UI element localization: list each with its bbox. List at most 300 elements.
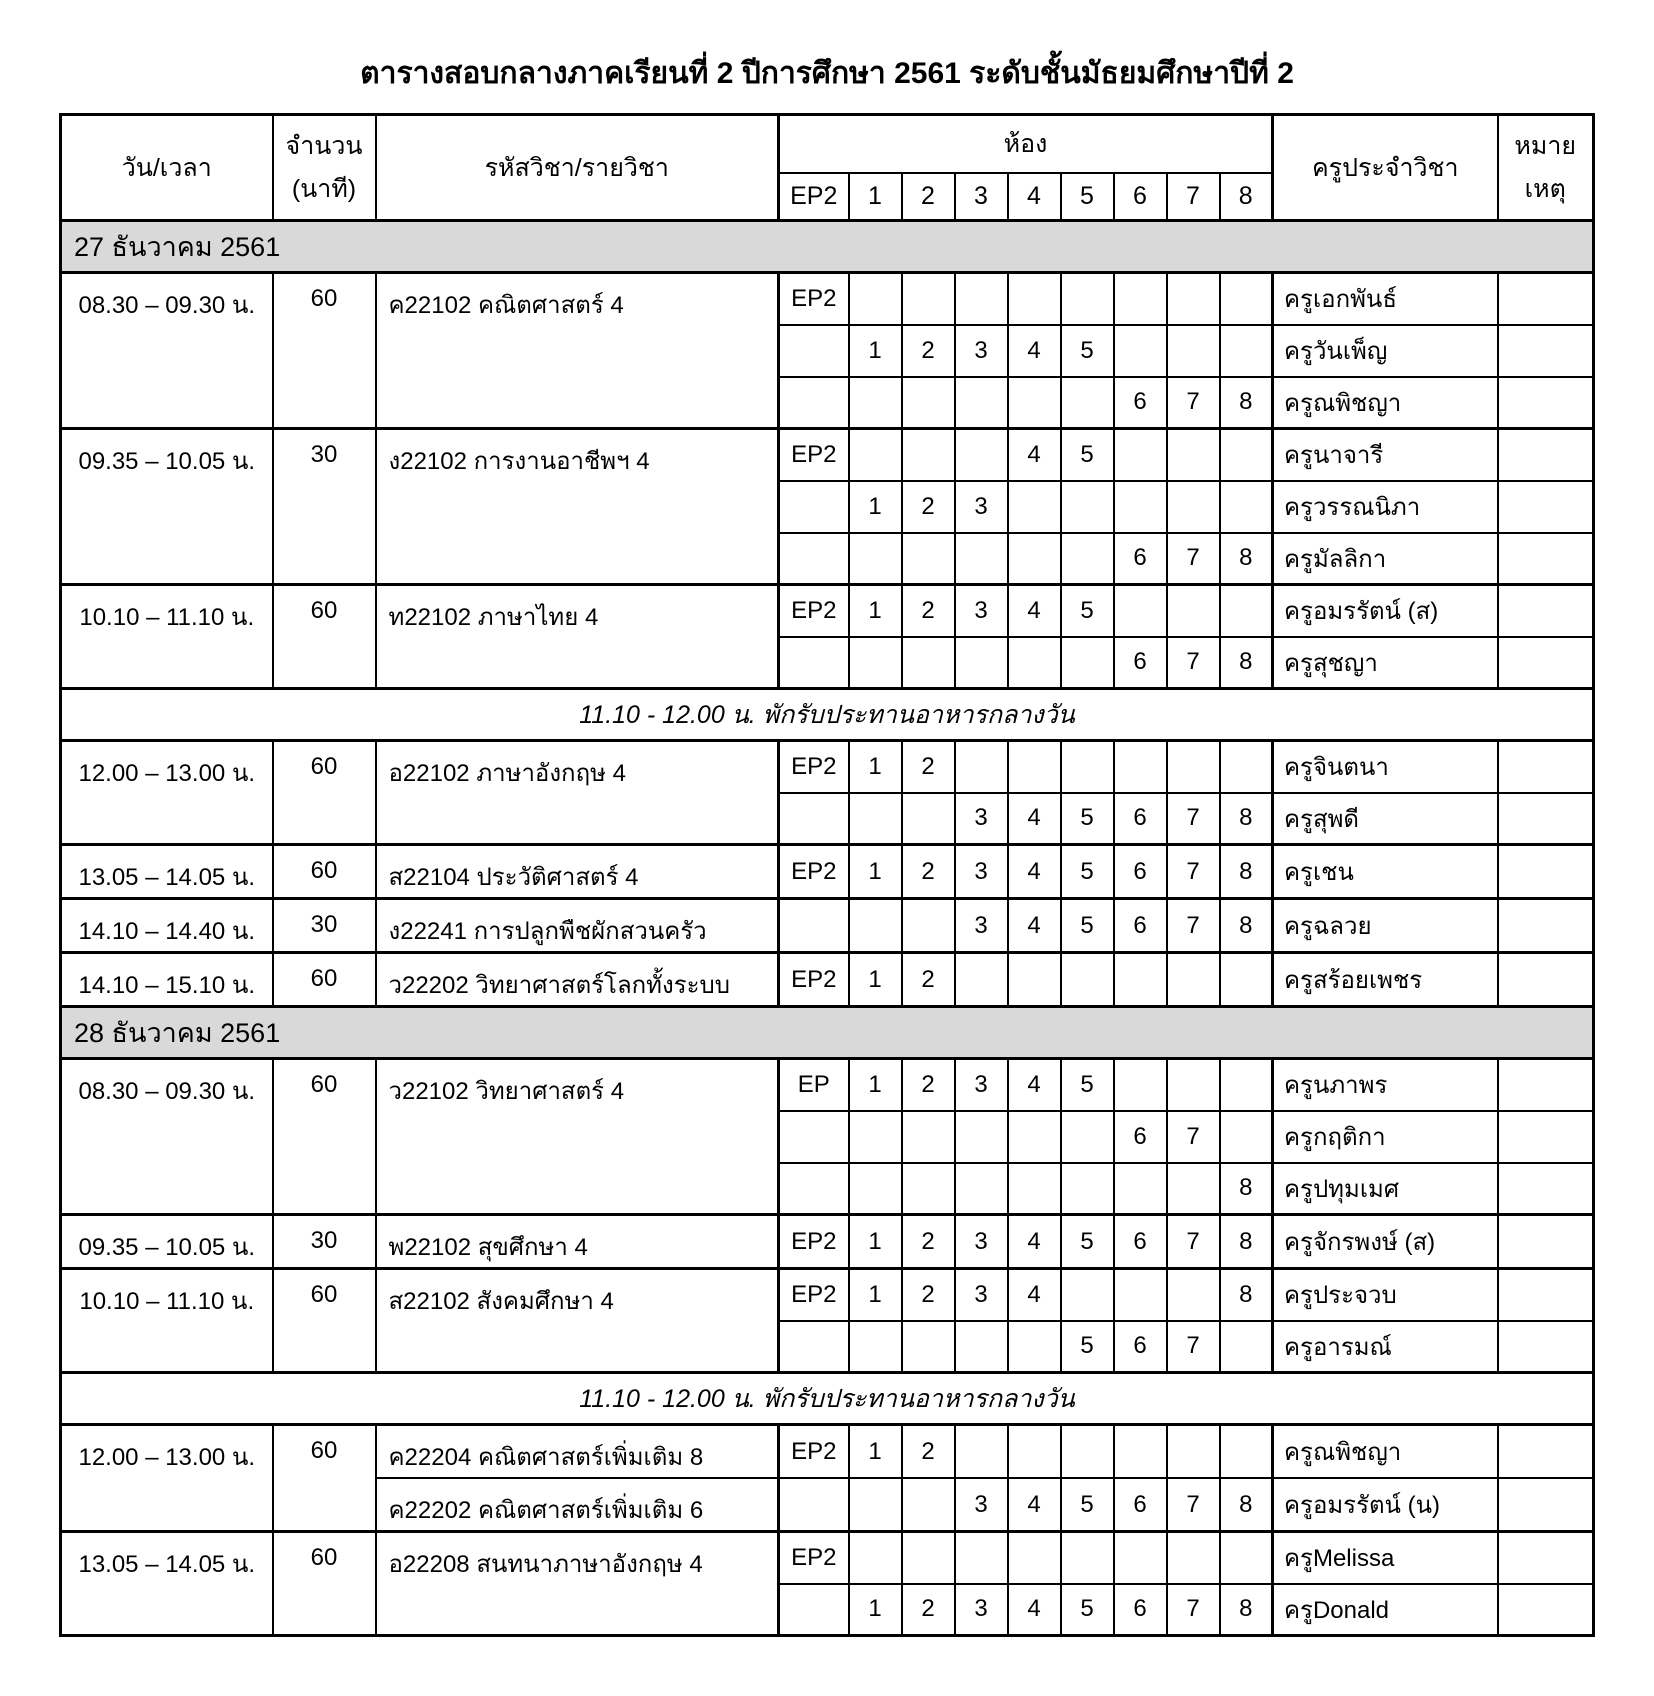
room-cell: 7	[1167, 1321, 1220, 1373]
note-cell	[1498, 1269, 1594, 1321]
room-cell	[902, 533, 955, 585]
header-date-time: วัน/เวลา	[61, 115, 273, 221]
room-cell	[779, 1478, 849, 1532]
room-cell: 1	[849, 481, 902, 533]
room-cell: 3	[955, 325, 1008, 377]
teacher-cell: ครูสร้อยเพชร	[1273, 953, 1498, 1007]
note-cell	[1498, 1059, 1594, 1111]
room-cell: 7	[1167, 1215, 1220, 1269]
day-header-row	[61, 1007, 1594, 1059]
room-cell	[1220, 273, 1273, 325]
header-subject: รหัสวิชา/รายวิชา	[376, 115, 779, 221]
table-row	[61, 1532, 1594, 1584]
time-cell: 12.00 – 13.00 น.	[61, 741, 273, 845]
room-cell: 4	[1008, 429, 1061, 481]
room-cell: 6	[1114, 1478, 1167, 1532]
subject-cell: ค22202 คณิตศาสตร์เพิ่มเติม 6	[376, 1478, 779, 1532]
room-cell	[1167, 585, 1220, 637]
room-cell	[1114, 325, 1167, 377]
table-row	[61, 585, 1594, 637]
room-cell: 8	[1220, 793, 1273, 845]
room-cell	[779, 481, 849, 533]
time-cell: 10.10 – 11.10 น.	[61, 1269, 273, 1373]
time-cell: 10.10 – 11.10 น.	[61, 585, 273, 689]
room-cell: 2	[902, 1425, 955, 1479]
room-cell	[902, 1111, 955, 1163]
room-cell	[1114, 1532, 1167, 1584]
room-cell: 7	[1167, 1111, 1220, 1163]
room-cell: 5	[1061, 899, 1114, 953]
room-cell	[955, 273, 1008, 325]
room-cell: 6	[1114, 793, 1167, 845]
subject-cell: ว22102 วิทยาศาสตร์ 4	[376, 1059, 779, 1215]
room-cell	[955, 1321, 1008, 1373]
teacher-cell: ครูสุพดี	[1273, 793, 1498, 845]
room-cell: 1	[849, 585, 902, 637]
room-cell: 1	[849, 1425, 902, 1479]
room-cell: EP2	[779, 845, 849, 899]
subject-cell: ง22102 การงานอาชีพฯ 4	[376, 429, 779, 585]
room-cell: 3	[955, 845, 1008, 899]
room-cell: 7	[1167, 533, 1220, 585]
room-cell: 1	[849, 1059, 902, 1111]
duration-cell: 60	[273, 845, 376, 899]
room-cell: 6	[1114, 377, 1167, 429]
room-cell	[779, 1584, 849, 1636]
room-cell	[1061, 273, 1114, 325]
room-cell	[1008, 1321, 1061, 1373]
header-room-1: 1	[849, 173, 902, 221]
note-cell	[1498, 637, 1594, 689]
room-cell	[1061, 741, 1114, 793]
note-cell	[1498, 793, 1594, 845]
room-cell	[849, 273, 902, 325]
room-cell: 6	[1114, 637, 1167, 689]
note-cell	[1498, 1215, 1594, 1269]
room-cell	[1220, 953, 1273, 1007]
room-cell	[1220, 481, 1273, 533]
room-cell	[1061, 637, 1114, 689]
day-header-row	[61, 221, 1594, 273]
room-cell	[1061, 1532, 1114, 1584]
room-cell	[1008, 1425, 1061, 1479]
time-cell: 14.10 – 14.40 น.	[61, 899, 273, 953]
room-cell: 4	[1008, 793, 1061, 845]
header-duration-line1: จำนวน	[285, 132, 363, 161]
duration-cell: 30	[273, 429, 376, 585]
teacher-cell: ครูปทุมเมศ	[1273, 1163, 1498, 1215]
room-cell: 7	[1167, 377, 1220, 429]
room-cell	[1061, 1425, 1114, 1479]
room-cell: 7	[1167, 845, 1220, 899]
room-cell: 5	[1061, 429, 1114, 481]
teacher-cell: ครูวรรณนิภา	[1273, 481, 1498, 533]
subject-cell: ง22241 การปลูกพืชผักสวนครัว	[376, 899, 779, 953]
room-cell	[1220, 1111, 1273, 1163]
room-cell: 5	[1061, 1059, 1114, 1111]
room-cell: 8	[1220, 1163, 1273, 1215]
room-cell	[1061, 1111, 1114, 1163]
room-cell: 4	[1008, 1478, 1061, 1532]
room-cell	[1008, 637, 1061, 689]
room-cell	[1008, 273, 1061, 325]
room-cell	[1008, 1163, 1061, 1215]
room-cell	[1167, 481, 1220, 533]
room-cell	[1061, 953, 1114, 1007]
note-cell	[1498, 1532, 1594, 1584]
room-cell	[902, 273, 955, 325]
room-cell: EP2	[779, 585, 849, 637]
duration-cell: 60	[273, 953, 376, 1007]
room-cell	[902, 1321, 955, 1373]
room-cell: 8	[1220, 1215, 1273, 1269]
subject-cell: ค22102 คณิตศาสตร์ 4	[376, 273, 779, 429]
room-cell: 6	[1114, 1111, 1167, 1163]
room-cell: 7	[1167, 793, 1220, 845]
room-cell	[1114, 1269, 1167, 1321]
note-cell	[1498, 273, 1594, 325]
room-cell	[1167, 741, 1220, 793]
room-cell	[1008, 741, 1061, 793]
room-cell	[1114, 429, 1167, 481]
note-cell	[1498, 1163, 1594, 1215]
room-cell	[955, 741, 1008, 793]
room-cell: 4	[1008, 1059, 1061, 1111]
exam-schedule-table	[59, 113, 1595, 1637]
room-cell	[849, 429, 902, 481]
room-cell: 5	[1061, 845, 1114, 899]
room-cell	[849, 377, 902, 429]
room-cell	[955, 637, 1008, 689]
table-row	[61, 741, 1594, 793]
room-cell	[1114, 585, 1167, 637]
note-cell	[1498, 377, 1594, 429]
header-duration	[273, 115, 376, 221]
room-cell	[1220, 1059, 1273, 1111]
room-cell	[1008, 1111, 1061, 1163]
room-cell: 6	[1114, 1584, 1167, 1636]
room-cell: EP2	[779, 1215, 849, 1269]
room-cell: 3	[955, 1584, 1008, 1636]
subject-cell: อ22102 ภาษาอังกฤษ 4	[376, 741, 779, 845]
note-cell	[1498, 741, 1594, 793]
room-cell: 2	[902, 1215, 955, 1269]
subject-cell: พ22102 สุขศึกษา 4	[376, 1215, 779, 1269]
table-header	[61, 115, 1594, 221]
room-cell: 6	[1114, 845, 1167, 899]
room-cell: 6	[1114, 1215, 1167, 1269]
room-cell	[1167, 1163, 1220, 1215]
duration-cell: 30	[273, 899, 376, 953]
room-cell	[1061, 481, 1114, 533]
room-cell	[1220, 1425, 1273, 1479]
room-cell: 3	[955, 899, 1008, 953]
room-cell: 3	[955, 585, 1008, 637]
header-note	[1498, 115, 1594, 221]
duration-cell: 60	[273, 741, 376, 845]
room-cell	[1220, 585, 1273, 637]
room-cell	[849, 533, 902, 585]
room-cell: 1	[849, 1215, 902, 1269]
time-cell: 08.30 – 09.30 น.	[61, 273, 273, 429]
room-cell	[1167, 1425, 1220, 1479]
room-cell: 4	[1008, 899, 1061, 953]
teacher-cell: ครูมัลลิกา	[1273, 533, 1498, 585]
room-cell: 8	[1220, 899, 1273, 953]
subject-cell: ว22202 วิทยาศาสตร์โลกทั้งระบบ	[376, 953, 779, 1007]
header-room-3: 3	[955, 173, 1008, 221]
note-cell	[1498, 1111, 1594, 1163]
room-cell: 6	[1114, 1321, 1167, 1373]
room-cell	[849, 1111, 902, 1163]
room-cell: 4	[1008, 845, 1061, 899]
room-cell: 2	[902, 1059, 955, 1111]
teacher-cell: ครูประจวบ	[1273, 1269, 1498, 1321]
room-cell	[779, 377, 849, 429]
room-cell: 3	[955, 793, 1008, 845]
note-cell	[1498, 953, 1594, 1007]
room-cell	[779, 533, 849, 585]
teacher-cell: ครูเชน	[1273, 845, 1498, 899]
table-row	[61, 953, 1594, 1007]
room-cell: 8	[1220, 377, 1273, 429]
room-cell	[1061, 1163, 1114, 1215]
header-room-group: ห้อง	[779, 115, 1273, 173]
room-cell	[849, 637, 902, 689]
room-cell	[849, 899, 902, 953]
room-cell: 8	[1220, 637, 1273, 689]
duration-cell: 60	[273, 1425, 376, 1532]
room-cell	[1061, 1269, 1114, 1321]
room-cell	[902, 1163, 955, 1215]
room-cell	[955, 1111, 1008, 1163]
room-cell: 6	[1114, 899, 1167, 953]
day-header-cell: 28 ธันวาคม 2561	[61, 1007, 1594, 1059]
header-room-4: 4	[1008, 173, 1061, 221]
room-cell: 1	[849, 325, 902, 377]
note-cell	[1498, 1478, 1594, 1532]
room-cell	[955, 533, 1008, 585]
room-cell: 2	[902, 953, 955, 1007]
teacher-cell: ครูณพิชญา	[1273, 377, 1498, 429]
room-cell: EP2	[779, 741, 849, 793]
note-cell	[1498, 585, 1594, 637]
room-cell	[1167, 429, 1220, 481]
teacher-cell: ครูสุชญา	[1273, 637, 1498, 689]
room-cell: 8	[1220, 533, 1273, 585]
room-cell	[902, 377, 955, 429]
teacher-cell: ครูนาจารี	[1273, 429, 1498, 481]
room-cell: 8	[1220, 1269, 1273, 1321]
room-cell	[779, 899, 849, 953]
note-cell	[1498, 1584, 1594, 1636]
room-cell: 5	[1061, 1321, 1114, 1373]
room-cell: 3	[955, 1215, 1008, 1269]
time-cell: 14.10 – 15.10 น.	[61, 953, 273, 1007]
header-room-6: 6	[1114, 173, 1167, 221]
header-room-5: 5	[1061, 173, 1114, 221]
duration-cell: 60	[273, 585, 376, 689]
header-room-8: 8	[1220, 173, 1273, 221]
duration-cell: 60	[273, 1059, 376, 1215]
header-duration-line2: (นาที)	[291, 174, 357, 203]
room-cell: 4	[1008, 1215, 1061, 1269]
room-cell	[1220, 325, 1273, 377]
room-cell	[955, 1532, 1008, 1584]
header-teacher: ครูประจำวิชา	[1273, 115, 1498, 221]
table-body	[61, 221, 1594, 1636]
room-cell	[849, 1163, 902, 1215]
room-cell: 5	[1061, 1478, 1114, 1532]
teacher-cell: ครูนภาพร	[1273, 1059, 1498, 1111]
note-cell	[1498, 899, 1594, 953]
teacher-cell: ครูDonald	[1273, 1584, 1498, 1636]
room-cell	[902, 1532, 955, 1584]
teacher-cell: ครูอมรรัตน์ (ส)	[1273, 585, 1498, 637]
room-cell	[902, 793, 955, 845]
note-cell	[1498, 429, 1594, 481]
room-cell	[902, 899, 955, 953]
room-cell: 4	[1008, 585, 1061, 637]
room-cell: 5	[1061, 1584, 1114, 1636]
duration-cell: 60	[273, 1532, 376, 1636]
room-cell	[1167, 953, 1220, 1007]
room-cell	[902, 637, 955, 689]
room-cell	[1114, 741, 1167, 793]
table-row	[61, 429, 1594, 481]
room-cell	[1220, 741, 1273, 793]
table-row	[61, 1425, 1594, 1479]
room-cell	[779, 1163, 849, 1215]
subject-cell: ท22102 ภาษาไทย 4	[376, 585, 779, 689]
room-cell: EP2	[779, 953, 849, 1007]
room-cell	[1114, 1059, 1167, 1111]
room-cell	[1220, 1321, 1273, 1373]
room-cell	[1008, 377, 1061, 429]
room-cell: 7	[1167, 1584, 1220, 1636]
room-cell	[849, 1478, 902, 1532]
room-cell: 2	[902, 585, 955, 637]
header-note-line1: หมาย	[1514, 132, 1577, 161]
room-cell	[779, 793, 849, 845]
room-cell: 3	[955, 1478, 1008, 1532]
subject-cell: อ22208 สนทนาภาษาอังกฤษ 4	[376, 1532, 779, 1636]
room-cell	[1167, 273, 1220, 325]
duration-cell: 60	[273, 273, 376, 429]
room-cell	[1061, 533, 1114, 585]
room-cell	[849, 1532, 902, 1584]
header-room-7: 7	[1167, 173, 1220, 221]
room-cell: 4	[1008, 1269, 1061, 1321]
table-row	[61, 1215, 1594, 1269]
subject-cell: ส22104 ประวัติศาสตร์ 4	[376, 845, 779, 899]
lunch-row	[61, 689, 1594, 741]
table-row	[61, 273, 1594, 325]
room-cell: 5	[1061, 1215, 1114, 1269]
table-row	[61, 1059, 1594, 1111]
header-room-2: 2	[902, 173, 955, 221]
teacher-cell: ครูจักรพงษ์ (ส)	[1273, 1215, 1498, 1269]
teacher-cell: ครูจินตนา	[1273, 741, 1498, 793]
note-cell	[1498, 1425, 1594, 1479]
room-cell: 5	[1061, 793, 1114, 845]
room-cell: 4	[1008, 325, 1061, 377]
room-cell: 8	[1220, 1478, 1273, 1532]
room-cell	[1008, 953, 1061, 1007]
room-cell: 2	[902, 1584, 955, 1636]
header-room-ep2: EP2	[779, 173, 849, 221]
room-cell	[779, 325, 849, 377]
lunch-break-cell: 11.10 - 12.00 น. พักรับประทานอาหารกลางวัน	[61, 1373, 1594, 1425]
lunch-break-cell: 11.10 - 12.00 น. พักรับประทานอาหารกลางวัน	[61, 689, 1594, 741]
teacher-cell: ครูอารมณ์	[1273, 1321, 1498, 1373]
room-cell: EP2	[779, 273, 849, 325]
time-cell: 13.05 – 14.05 น.	[61, 1532, 273, 1636]
duration-cell: 60	[273, 1269, 376, 1373]
teacher-cell: ครูกฤติกา	[1273, 1111, 1498, 1163]
time-cell: 08.30 – 09.30 น.	[61, 1059, 273, 1215]
room-cell	[849, 1321, 902, 1373]
room-cell	[1114, 481, 1167, 533]
room-cell	[955, 377, 1008, 429]
room-cell	[955, 429, 1008, 481]
note-cell	[1498, 481, 1594, 533]
room-cell: 2	[902, 325, 955, 377]
room-cell	[779, 637, 849, 689]
teacher-cell: ครูฉลวย	[1273, 899, 1498, 953]
lunch-row	[61, 1373, 1594, 1425]
room-cell	[779, 1321, 849, 1373]
room-cell: EP	[779, 1059, 849, 1111]
room-cell	[1061, 377, 1114, 429]
room-cell	[1008, 481, 1061, 533]
room-cell	[1167, 325, 1220, 377]
room-cell	[955, 1163, 1008, 1215]
room-cell	[1008, 1532, 1061, 1584]
room-cell: 8	[1220, 1584, 1273, 1636]
room-cell: 7	[1167, 899, 1220, 953]
room-cell	[1167, 1059, 1220, 1111]
day-header-cell: 27 ธันวาคม 2561	[61, 221, 1594, 273]
teacher-cell: ครูณพิชญา	[1273, 1425, 1498, 1479]
room-cell: 7	[1167, 1478, 1220, 1532]
room-cell	[1114, 953, 1167, 1007]
room-cell: 1	[849, 1584, 902, 1636]
room-cell: 5	[1061, 585, 1114, 637]
room-cell	[1167, 1532, 1220, 1584]
room-cell	[902, 429, 955, 481]
room-cell: 3	[955, 1269, 1008, 1321]
room-cell: EP2	[779, 1269, 849, 1321]
room-cell: 2	[902, 845, 955, 899]
room-cell	[1008, 533, 1061, 585]
room-cell: 1	[849, 953, 902, 1007]
room-cell	[1114, 1425, 1167, 1479]
duration-cell: 30	[273, 1215, 376, 1269]
table-row	[61, 899, 1594, 953]
room-cell	[1114, 1163, 1167, 1215]
room-cell	[779, 1111, 849, 1163]
room-cell: 4	[1008, 1584, 1061, 1636]
room-cell: 3	[955, 481, 1008, 533]
note-cell	[1498, 533, 1594, 585]
room-cell	[849, 793, 902, 845]
room-cell: 2	[902, 481, 955, 533]
room-cell: 1	[849, 741, 902, 793]
note-cell	[1498, 845, 1594, 899]
note-cell	[1498, 325, 1594, 377]
room-cell	[1167, 1269, 1220, 1321]
